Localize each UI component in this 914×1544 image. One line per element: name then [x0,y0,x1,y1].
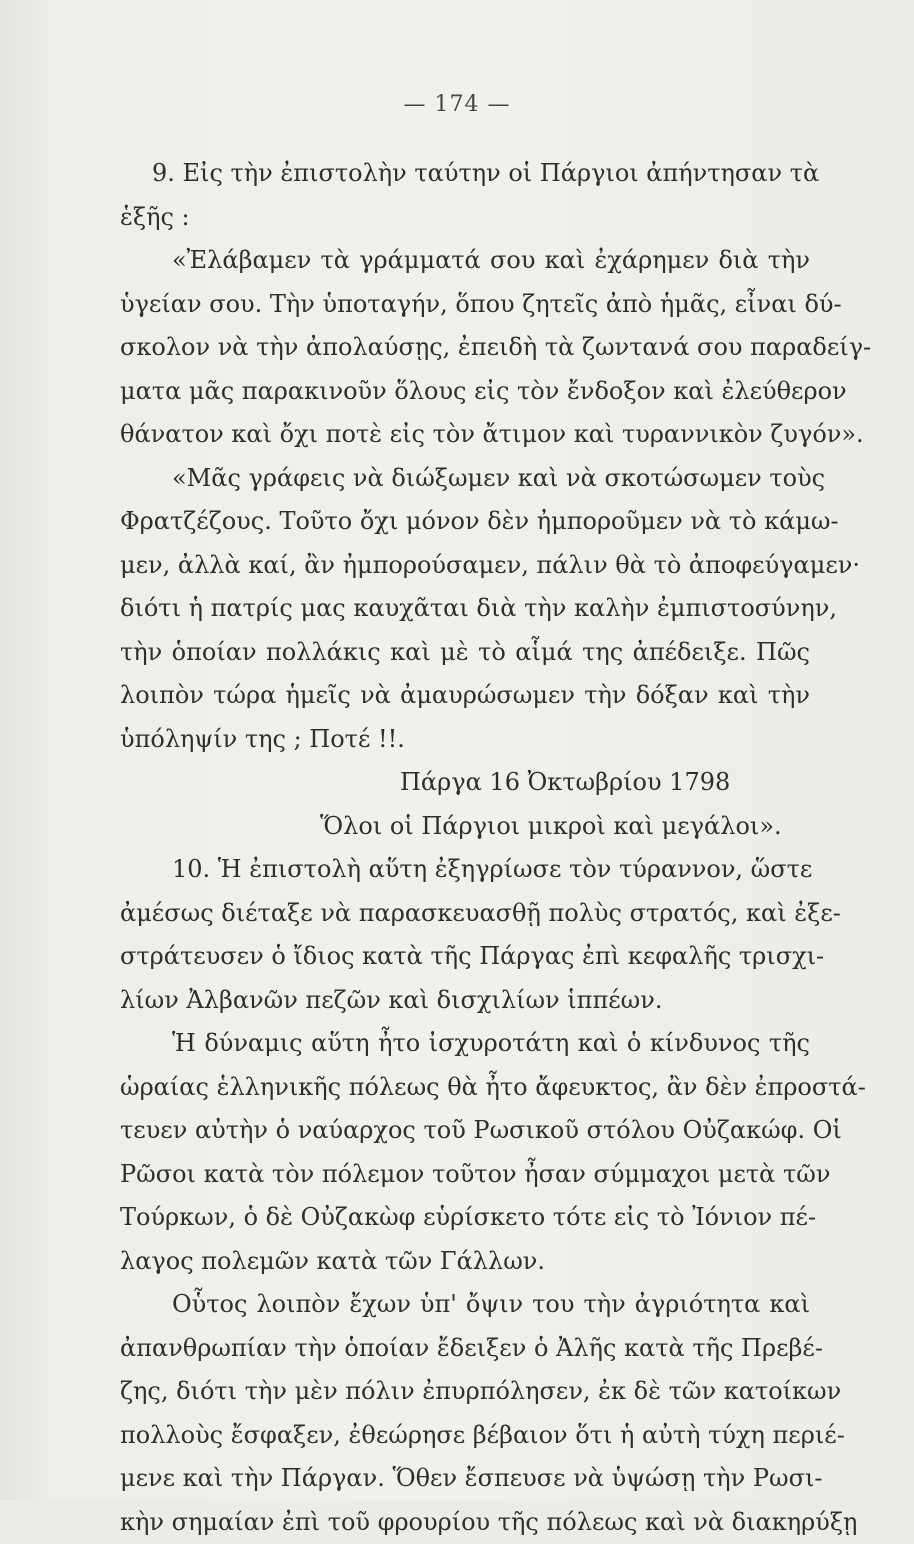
page-number: — 174 — [0,92,914,117]
text-line: σκολον νὰ τὴν ἀπολαύσῃς, ἐπειδὴ τὰ ζωντανά σου παραδείγ- [120,326,810,370]
text-line: τὴν ὁποίαν πολλάκις καὶ μὲ τὸ αἷμά της ἀπέδειξε. Πῶς [120,631,810,675]
signature-line: Ὅλοι οἱ Πάργιοι μικροὶ καὶ μεγάλοι». [120,805,810,849]
text-line: 10. Ἡ ἐπιστολὴ αὕτη ἐξηγρίωσε τὸν τύραννον, ὥστε [120,848,810,892]
text-line: λαγος πολεμῶν κατὰ τῶν Γάλλων. [120,1240,810,1284]
text-line: διότι ἡ πατρίς μας καυχᾶται διὰ τὴν καλὴν ἐμπιστοσύνην, [120,587,810,631]
text-line: μενε καὶ τὴν Πάργαν. Ὅθεν ἔσπευσε νὰ ὑψώσῃ τὴν Ρωσι- [120,1457,810,1501]
text-line: Ἡ δύναμις αὕτη ἦτο ἰσχυροτάτη καὶ ὁ κίνδυνος τῆς [120,1022,810,1066]
text-line: 9. Εἰς τὴν ἐπιστολὴν ταύτην οἱ Πάργιοι ἀπήντησαν τὰ [120,152,810,196]
text-line: λίων Ἀλβανῶν πεζῶν καὶ δισχιλίων ἱππέων. [120,979,810,1023]
text-line: ὑγείαν σου. Τὴν ὑποταγήν, ὅπου ζητεῖς ἀπὸ ἡμᾶς, εἶναι δύ- [120,283,810,327]
signature-date-line: Πάργα 16 Ὀκτωβρίου 1798 [120,761,810,805]
text-line: ὑπόληψίν της ; Ποτέ !!. [120,718,810,762]
text-line: ζης, διότι τὴν μὲν πόλιν ἐπυρπόλησεν, ἐκ δὲ τῶν κατοίκων [120,1370,810,1414]
text-line: Τούρκων, ὁ δὲ Οὐζακὼφ εὑρίσκετο τότε εἰς τὸ Ἰόνιον πέ- [120,1196,810,1240]
text-line: μεν, ἀλλὰ καί, ἂν ἠμπορούσαμεν, πάλιν θὰ τὸ ἀποφεύγαμεν· [120,544,810,588]
text-line: στράτευσεν ὁ ἴδιος κατὰ τῆς Πάργας ἐπὶ κεφαλῆς τρισχι- [120,935,810,979]
text-line: ἑξῆς : [120,196,810,240]
body-text [120,152,810,1544]
text-line: Φρατζέζους. Τοῦτο ὄχι μόνον δὲν ἠμποροῦμεν νὰ τὸ κάμω- [120,500,810,544]
text-line: κὴν σημαίαν ἐπὶ τοῦ φρουρίου τῆς πόλεως καὶ νὰ διακηρύξῃ [120,1501,810,1544]
text-line: θάνατον καὶ ὄχι ποτὲ εἰς τὸν ἄτιμον καὶ τυραννικὸν ζυγόν». [120,413,810,457]
text-line: πολλοὺς ἔσφαξεν, ἐθεώρησε βέβαιον ὅτι ἡ αὐτὴ τύχη περιέ- [120,1414,810,1458]
text-line: ἀπανθρωπίαν τὴν ὁποίαν ἔδειξεν ὁ Ἀλῆς κατὰ τῆς Πρεβέ- [120,1327,810,1371]
text-line: ἀμέσως διέταξε νὰ παρασκευασθῇ πολὺς στρατός, καὶ ἐξε- [120,892,810,936]
text-line: τευεν αὐτὴν ὁ ναύαρχος τοῦ Ρωσικοῦ στόλου Οὐζακώφ. Οἱ [120,1109,810,1153]
text-line: «Μᾶς γράφεις νὰ διώξωμεν καὶ νὰ σκοτώσωμεν τοὺς [120,457,810,501]
text-line: Ρῶσοι κατὰ τὸν πόλεμον τοῦτον ἦσαν σύμμαχοι μετὰ τῶν [120,1153,810,1197]
text-line: λοιπὸν τώρα ἡμεῖς νὰ ἀμαυρώσωμεν τὴν δόξαν καὶ τὴν [120,674,810,718]
text-line: «Ἐλάβαμεν τὰ γράμματά σου καὶ ἐχάρημεν διὰ τὴν [120,239,810,283]
text-line: Οὗτος λοιπὸν ἔχων ὑπ' ὄψιν του τὴν ἀγριότητα καὶ [120,1283,810,1327]
text-line: ὡραίας ἑλληνικῆς πόλεως θὰ ἦτο ἄφευκτος, ἂν δὲν ἐπροστά- [120,1066,810,1110]
text-line: ματα μᾶς παρακινοῦν ὅλους εἰς τὸν ἔνδοξον καὶ ἐλεύθερον [120,370,810,414]
